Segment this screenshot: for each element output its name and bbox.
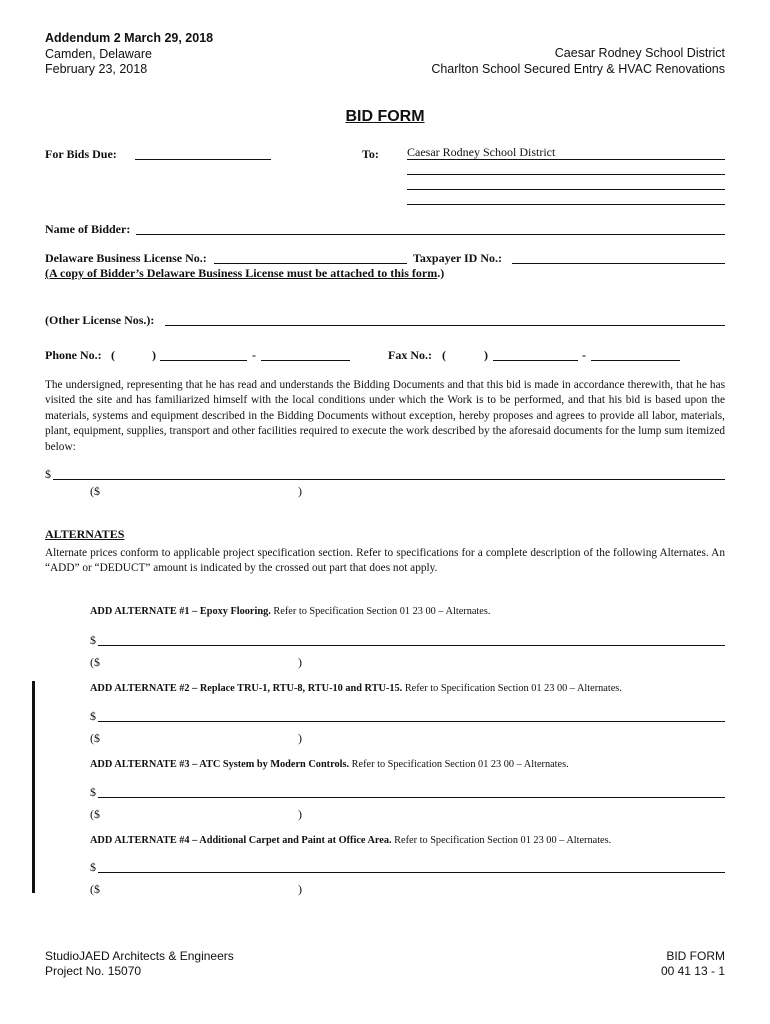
to-value: Caesar Rodney School District xyxy=(407,145,556,159)
alternates-intro: Alternate prices conform to applicable project specification section. Refer to specifications for a complete description of the following Alternates. An “ADD” or “DEDUCT” amount is indicated by the crossed out part that does not apply. xyxy=(45,547,725,575)
alternates-heading: ALTERNATES xyxy=(45,527,125,541)
alternate-2-words-open: ($ xyxy=(90,731,100,745)
district-text: Caesar Rodney School District xyxy=(554,46,725,60)
phone-paren-close: ) xyxy=(152,348,156,362)
other-license-label: (Other License Nos.): xyxy=(45,313,155,327)
to-field-line-4[interactable] xyxy=(407,191,725,205)
fax-paren-close: ) xyxy=(484,348,488,362)
base-bid-amount-field[interactable] xyxy=(53,466,725,480)
header-right xyxy=(431,46,725,77)
fax-number-field[interactable] xyxy=(591,347,680,361)
alternate-1-dollar: $ xyxy=(90,633,96,647)
bids-due-label: For Bids Due: xyxy=(45,147,117,161)
to-label: To: xyxy=(362,147,379,161)
footer-right xyxy=(661,949,725,979)
alternate-3-words-close: ) xyxy=(298,807,302,821)
alternate-4-words-close: ) xyxy=(298,882,302,896)
fax-dash: - xyxy=(582,348,586,362)
alternate-3-ref: Refer to Specification Section 01 23 00 – Alternates. xyxy=(351,759,569,770)
to-field-line-2[interactable] xyxy=(407,161,725,175)
form-name: BID FORM xyxy=(666,949,725,963)
alternate-2-name: ADD ALTERNATE #2 – Replace TRU-1, RTU-8, RTU-10 and RTU-15. xyxy=(90,683,403,694)
page-number: 00 41 13 - 1 xyxy=(660,964,725,978)
bidder-label: Name of Bidder: xyxy=(45,222,131,236)
alternate-4-amount-field[interactable] xyxy=(98,859,725,873)
header-left xyxy=(45,31,213,78)
bids-due-field[interactable] xyxy=(135,146,271,160)
alternate-2-title xyxy=(90,683,622,694)
alternate-4-ref: Refer to Specification Section 01 23 00 – Alternates. xyxy=(394,835,612,846)
alternate-3-amount-field[interactable] xyxy=(98,784,725,798)
alternate-2-words-close: ) xyxy=(298,731,302,745)
date-text: February 23, 2018 xyxy=(45,62,148,76)
license-note xyxy=(45,266,444,281)
base-bid-dollar: $ xyxy=(45,467,51,481)
revision-change-bar xyxy=(32,681,35,893)
alternate-3-title xyxy=(90,759,569,770)
alternate-4-title xyxy=(90,835,611,846)
location-text: Camden, Delaware xyxy=(45,46,152,61)
alternate-3-dollar: $ xyxy=(90,785,96,799)
base-bid-words-close: ) xyxy=(298,484,302,498)
alternate-1-amount-field[interactable] xyxy=(98,632,725,646)
taxpayer-label: Taxpayer ID No.: xyxy=(413,251,503,265)
fax-prefix-field[interactable] xyxy=(493,347,578,361)
alternate-1-words-open: ($ xyxy=(90,655,100,669)
bidder-field[interactable] xyxy=(136,221,725,235)
alternate-1-name: ADD ALTERNATE #1 – Epoxy Flooring. xyxy=(90,606,271,617)
license-note-text: (A copy of Bidder’s Delaware Business License must be attached to this form xyxy=(45,266,438,280)
phone-paren-open: ( xyxy=(111,348,115,362)
footer-left xyxy=(45,949,234,979)
phone-number-field[interactable] xyxy=(261,347,350,361)
alternate-3-words-open: ($ xyxy=(90,807,100,821)
alternate-2-ref: Refer to Specification Section 01 23 00 – Alternates. xyxy=(404,683,622,694)
phone-label: Phone No.: xyxy=(45,348,102,362)
addendum-label: Addendum 2 March 29, 2018 xyxy=(45,31,214,45)
to-field-line-1[interactable] xyxy=(407,145,725,160)
alternate-1-ref: Refer to Specification Section 01 23 00 – Alternates. xyxy=(273,606,491,617)
page-title: BID FORM xyxy=(345,108,425,125)
alternate-2-dollar: $ xyxy=(90,709,96,723)
phone-prefix-field[interactable] xyxy=(160,347,247,361)
license-label: Delaware Business License No.: xyxy=(45,251,207,265)
alternate-4-dollar: $ xyxy=(90,860,96,874)
firm-name: StudioJAED Architects & Engineers xyxy=(45,949,234,963)
fax-label: Fax No.: xyxy=(388,348,432,362)
license-field[interactable] xyxy=(214,250,407,264)
body-paragraph: The undersigned, representing that he has read and understands the Bidding Documents and that this bid is made in accordance therewith, that he has visited the site and has familiarized himself with the local conditions under which the Work is to be performed, and that his bid is based upon the materials, systems and equipment described in the Bidding Documents without exception, hereby proposes and agrees to provide all labor, materials, plant, equipment, supplies, transport and other facilities required to execute the work described by the aforesaid documents for the lump sum itemized below: xyxy=(45,379,725,453)
alternate-4-name: ADD ALTERNATE #4 – Additional Carpet and Paint at Office Area. xyxy=(90,835,392,846)
alternate-1-title xyxy=(90,606,490,617)
alternate-1-words-close: ) xyxy=(298,655,302,669)
to-field-line-3[interactable] xyxy=(407,176,725,190)
license-note-end: .) xyxy=(437,266,445,280)
alternate-2-amount-field[interactable] xyxy=(98,708,725,722)
alternate-3-name: ADD ALTERNATE #3 – ATC System by Modern Controls. xyxy=(90,759,350,770)
alternate-4-words-open: ($ xyxy=(90,882,100,896)
fax-paren-open: ( xyxy=(442,348,446,362)
other-license-field[interactable] xyxy=(165,312,725,326)
phone-dash: - xyxy=(252,348,256,362)
project-text: Charlton School Secured Entry & HVAC Renovations xyxy=(431,61,725,76)
base-bid-words-open: ($ xyxy=(90,484,100,498)
project-number: Project No. 15070 xyxy=(45,964,142,978)
taxpayer-field[interactable] xyxy=(512,250,725,264)
